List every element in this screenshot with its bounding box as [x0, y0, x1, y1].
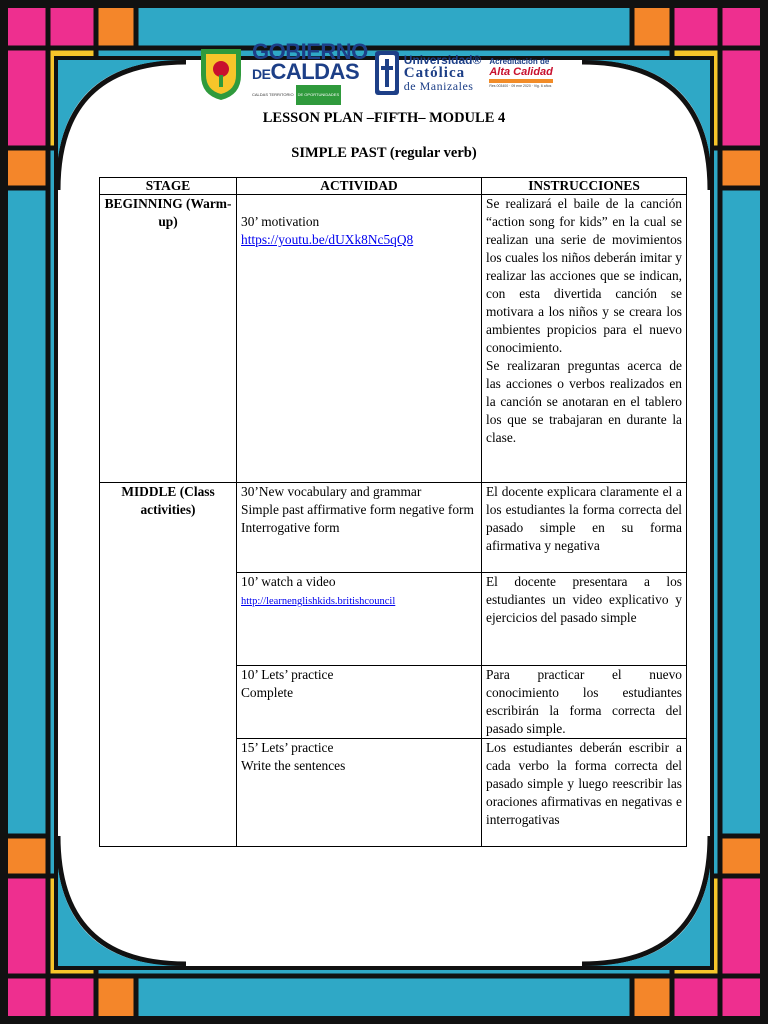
instructions-middle-3: Para practicar el nuevo conocimiento los estudiantes escribirán la forma correcta del pasado simple.	[482, 666, 687, 739]
universidad-line3: de Manizales	[403, 78, 474, 93]
stage-middle: MIDDLE (Class activities)	[100, 483, 237, 847]
instructions-beginning-2: Se realizaran preguntas acerca de las acciones o verbos realizados en la canción se anotaran en el tablero los que se trabajaran en durante la clase.	[486, 358, 682, 445]
universidad-catolica-logo	[374, 50, 482, 96]
gobierno-line2	[252, 58, 368, 84]
table-row-middle-1	[100, 483, 687, 573]
youtube-link[interactable]: https://youtu.be/dUXk8Nc5qQ8	[241, 232, 414, 247]
gobierno-tagline	[252, 85, 368, 105]
stage-beginning: BEGINNING (Warm-up)	[100, 195, 237, 483]
table-header-row	[100, 178, 687, 195]
header-logos	[198, 38, 553, 102]
instructions-beginning	[482, 195, 687, 483]
activity-middle-3	[237, 666, 482, 739]
header-instrucciones: INSTRUCCIONES	[482, 178, 687, 195]
activity-vocabulary: 30’New vocabulary and grammar	[241, 484, 422, 499]
gobierno-tagline-1: CALDAS TERRITORIO	[252, 91, 294, 97]
universidad-text	[404, 54, 482, 93]
gobierno-caldas-logo	[252, 38, 368, 105]
gobierno-caldas-shield-icon	[198, 45, 244, 101]
header-actividad: ACTIVIDAD	[237, 178, 482, 195]
acreditacion-logo	[489, 57, 553, 89]
universidad-crest-icon	[374, 50, 400, 96]
activity-middle-4	[237, 739, 482, 847]
activity-affirmative: Simple past affirmative form negative form	[241, 502, 474, 517]
lesson-plan-title: LESSON PLAN –FIFTH– MODULE 4	[262, 110, 506, 126]
britishcouncil-link[interactable]: http://learnenglishkids.britishcouncil	[241, 596, 396, 607]
instructions-beginning-1: Se realizará el baile de la canción “action song for kids” en la cual se realizan una serie de movimientos los cuales los niños deberán imitar y realizar las acciones que se indican, con esta divertida canción se motivara a los niños y se creara los ambientes propicios para el nuevo conocimiento.	[486, 196, 682, 355]
activity-interrogative: Interrogative form	[241, 520, 340, 535]
gobierno-line1: GOBIERNO	[252, 38, 368, 64]
header-stage: STAGE	[100, 178, 237, 195]
activity-watch-video: 10’ watch a video	[241, 574, 336, 589]
acreditacion-line2: Alta Calidad	[489, 66, 553, 78]
gobierno-de: DE	[252, 65, 271, 82]
activity-practice-write: Write the sentences	[241, 758, 346, 773]
instructions-middle-4: Los estudiantes deberán escribir a cada verbo la forma correcta del pasado simple y luego reescribir las oraciones afirmativas en negativas e interrogativas	[482, 739, 687, 847]
activity-beginning	[237, 195, 482, 483]
lesson-plan-table	[99, 177, 687, 847]
instructions-middle-2: El docente presentara a los estudiantes un video explicativo y ejercicios del pasado simple	[482, 573, 687, 666]
activity-practice-complete: Complete	[241, 685, 294, 700]
activity-practice-complete-title: 10’ Lets’ practice	[241, 667, 334, 682]
activity-middle-2	[237, 573, 482, 666]
table-row-beginning	[100, 195, 687, 483]
acreditacion-line3: Res 003400 · 09 ene 2020 · Vig. 6 años	[489, 84, 552, 88]
gobierno-tagline-2: DE OPORTUNIDADES	[296, 85, 342, 105]
activity-middle-1	[237, 483, 482, 573]
spacer	[241, 195, 477, 213]
instructions-middle-1: El docente explicara claramente el a los estudiantes la forma correcta del pasado simple en su forma afirmativa y negativa	[482, 483, 687, 573]
lesson-plan-subtitle: SIMPLE PAST (regular verb)	[291, 145, 477, 161]
gobierno-caldas: CALDAS	[270, 58, 360, 84]
universidad-line1: Universidad®	[403, 52, 482, 67]
universidad-line2: Católica	[403, 64, 466, 81]
activity-practice-write-title: 15’ Lets’ practice	[241, 740, 334, 755]
acreditacion-line1: Acreditación de	[489, 57, 550, 66]
activity-motivation: 30’ motivation	[241, 214, 320, 229]
